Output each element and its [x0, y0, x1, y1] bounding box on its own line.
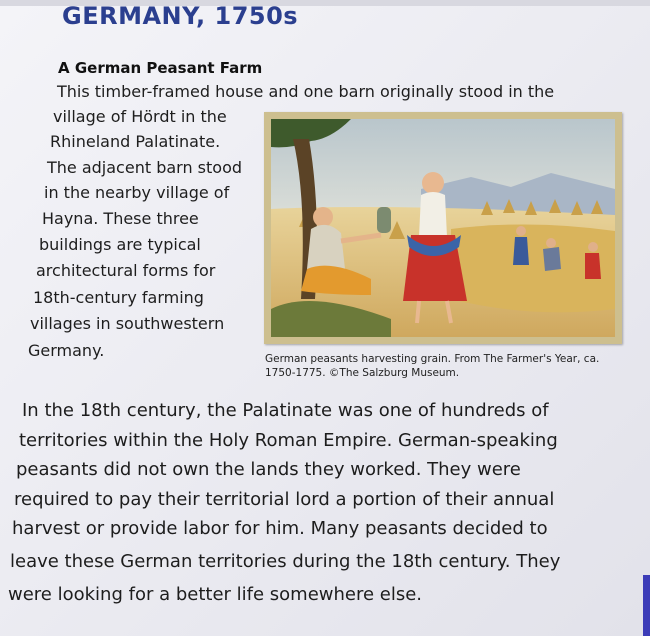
body-line: required to pay their territorial lord a portion of their annual [14, 489, 555, 510]
section-heading: A German Peasant Farm [58, 59, 263, 77]
intro-line: Hayna. These three [42, 209, 199, 228]
intro-line: Rhineland Palatinate. [50, 132, 221, 151]
body-line: leave these German territories during the 18th century. They [10, 551, 561, 572]
image-caption [265, 352, 637, 380]
page-title: GERMANY, 1750s [62, 2, 299, 30]
body-line: harvest or provide labor for him. Many peasants decided to [12, 518, 548, 539]
harvest-painting [271, 119, 615, 337]
intro-line: architectural forms for [36, 261, 216, 280]
intro-line: 18th-century farming [33, 288, 204, 307]
intro-line: in the nearby village of [44, 183, 230, 202]
intro-line: This timber-framed house and one barn originally stood in the [57, 82, 555, 101]
sign-edge-stripe [643, 575, 650, 636]
intro-line: village of Hördt in the [53, 107, 227, 126]
intro-line: villages in southwestern [30, 314, 225, 333]
painting-frame [264, 112, 622, 344]
body-line: In the 18th century, the Palatinate was one of hundreds of [22, 400, 549, 421]
intro-line: Germany. [28, 341, 105, 360]
body-line: territories within the Holy Roman Empire. German-speaking [19, 430, 558, 451]
intro-line: The adjacent barn stood [47, 158, 243, 177]
body-line: peasants did not own the lands they worked. They were [16, 459, 521, 480]
intro-line: buildings are typical [39, 235, 201, 254]
caption-line: 1750-1775. ©The Salzburg Museum. [265, 367, 460, 379]
body-line: were looking for a better life somewhere else. [8, 584, 423, 605]
caption-line: German peasants harvesting grain. From The Farmer's Year, ca. [265, 353, 600, 365]
